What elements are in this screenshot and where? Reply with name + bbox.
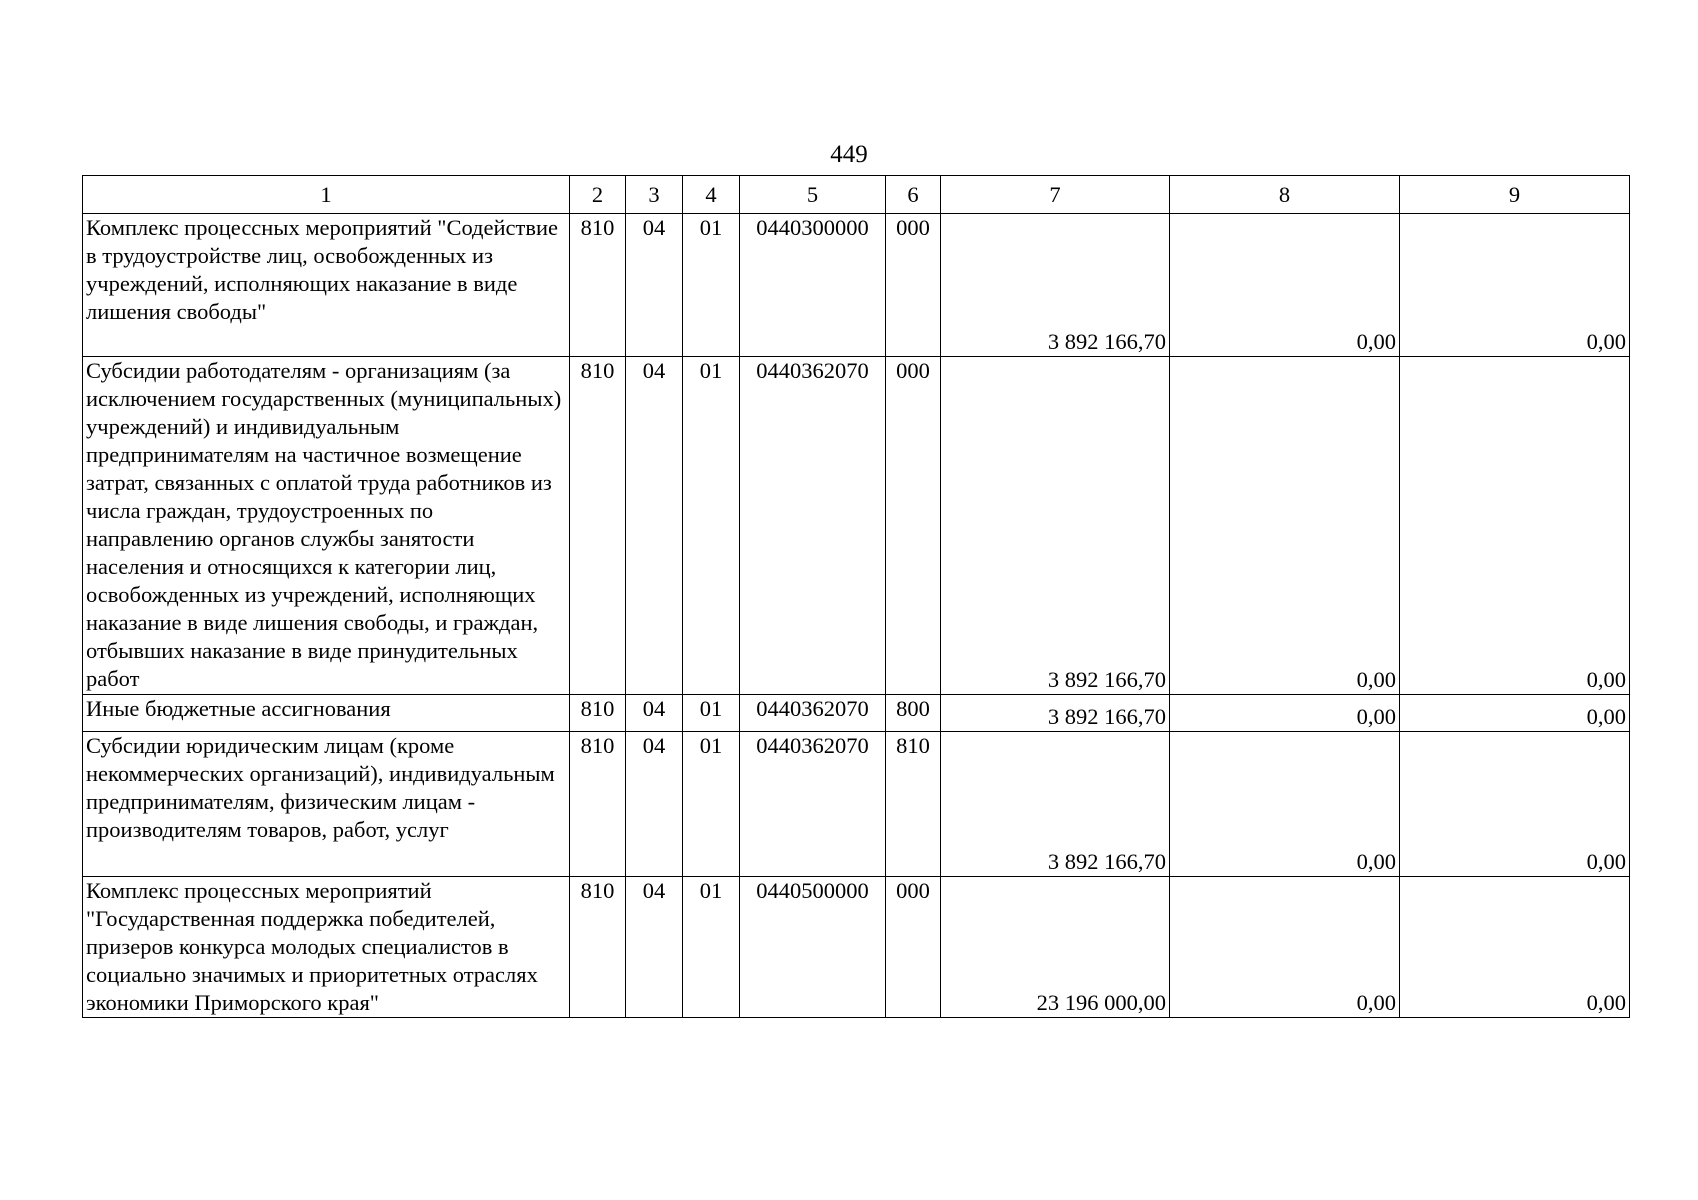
code-section: 04 [626, 877, 683, 1018]
code-subsection: 01 [683, 877, 740, 1018]
code-expense-type: 800 [886, 695, 941, 732]
code-grbs: 810 [570, 695, 626, 732]
code-target: 0440362070 [740, 695, 886, 732]
amount-col8: 0,00 [1170, 357, 1400, 695]
amount-col9: 0,00 [1400, 214, 1630, 357]
amount-col7: 3 892 166,70 [941, 732, 1170, 877]
header-cell: 8 [1170, 176, 1400, 214]
amount-col8: 0,00 [1170, 732, 1400, 877]
amount-col7: 3 892 166,70 [941, 214, 1170, 357]
amount-col8: 0,00 [1170, 214, 1400, 357]
code-expense-type: 000 [886, 214, 941, 357]
code-expense-type: 810 [886, 732, 941, 877]
code-subsection: 01 [683, 357, 740, 695]
code-expense-type: 000 [886, 357, 941, 695]
amount-col8: 0,00 [1170, 877, 1400, 1018]
page-number: 449 [830, 141, 868, 168]
header-cell: 7 [941, 176, 1170, 214]
header-row [83, 176, 1630, 214]
header-cell: 4 [683, 176, 740, 214]
table-row [83, 214, 1630, 357]
code-grbs: 810 [570, 732, 626, 877]
amount-col9: 0,00 [1400, 357, 1630, 695]
amount-col9: 0,00 [1400, 877, 1630, 1018]
budget-table [82, 175, 1630, 1018]
header-cell: 9 [1400, 176, 1630, 214]
header-cell: 5 [740, 176, 886, 214]
table-row [83, 695, 1630, 732]
header-cell: 3 [626, 176, 683, 214]
code-grbs: 810 [570, 357, 626, 695]
code-subsection: 01 [683, 214, 740, 357]
row-name: Комплекс процессных мероприятий "Государственная поддержка победителей, призеров конкурса молодых специалистов в социально значимых и приоритетных отраслях экономики Приморского края" [83, 877, 570, 1018]
amount-col7: 3 892 166,70 [941, 695, 1170, 732]
row-name: Иные бюджетные ассигнования [83, 695, 570, 732]
amount-col7: 3 892 166,70 [941, 357, 1170, 695]
row-name: Субсидии работодателям - организациям (за исключением государственных (муниципальных) учреждений) и индивидуальным предпринимателям на частичное возмещение затрат, связанных с оплатой труда работников из числа граждан, трудоустроенных по направлению органов службы занятости населения и относящихся к категории лиц, освобожденных из учреждений, исполняющих наказание в виде лишения свободы, и граждан, отбывших наказание в виде принудительных работ [83, 357, 570, 695]
code-section: 04 [626, 695, 683, 732]
amount-col9: 0,00 [1400, 732, 1630, 877]
code-section: 04 [626, 357, 683, 695]
row-name: Комплекс процессных мероприятий "Содействие в трудоустройстве лиц, освобожденных из учреждений, исполняющих наказание в виде лишения свободы" [83, 214, 570, 357]
code-target: 0440362070 [740, 357, 886, 695]
table-row [83, 357, 1630, 695]
code-target: 0440500000 [740, 877, 886, 1018]
code-subsection: 01 [683, 695, 740, 732]
code-target: 0440300000 [740, 214, 886, 357]
amount-col9: 0,00 [1400, 695, 1630, 732]
code-section: 04 [626, 732, 683, 877]
code-target: 0440362070 [740, 732, 886, 877]
code-section: 04 [626, 214, 683, 357]
code-grbs: 810 [570, 877, 626, 1018]
code-subsection: 01 [683, 732, 740, 877]
code-grbs: 810 [570, 214, 626, 357]
row-name: Субсидии юридическим лицам (кроме некоммерческих организаций), индивидуальным предпринимателям, физическим лицам - производителям товаров, работ, услуг [83, 732, 570, 877]
table-row [83, 732, 1630, 877]
amount-col8: 0,00 [1170, 695, 1400, 732]
header-cell: 2 [570, 176, 626, 214]
header-cell: 6 [886, 176, 941, 214]
table-row [83, 877, 1630, 1018]
code-expense-type: 000 [886, 877, 941, 1018]
amount-col7: 23 196 000,00 [941, 877, 1170, 1018]
header-cell: 1 [83, 176, 570, 214]
